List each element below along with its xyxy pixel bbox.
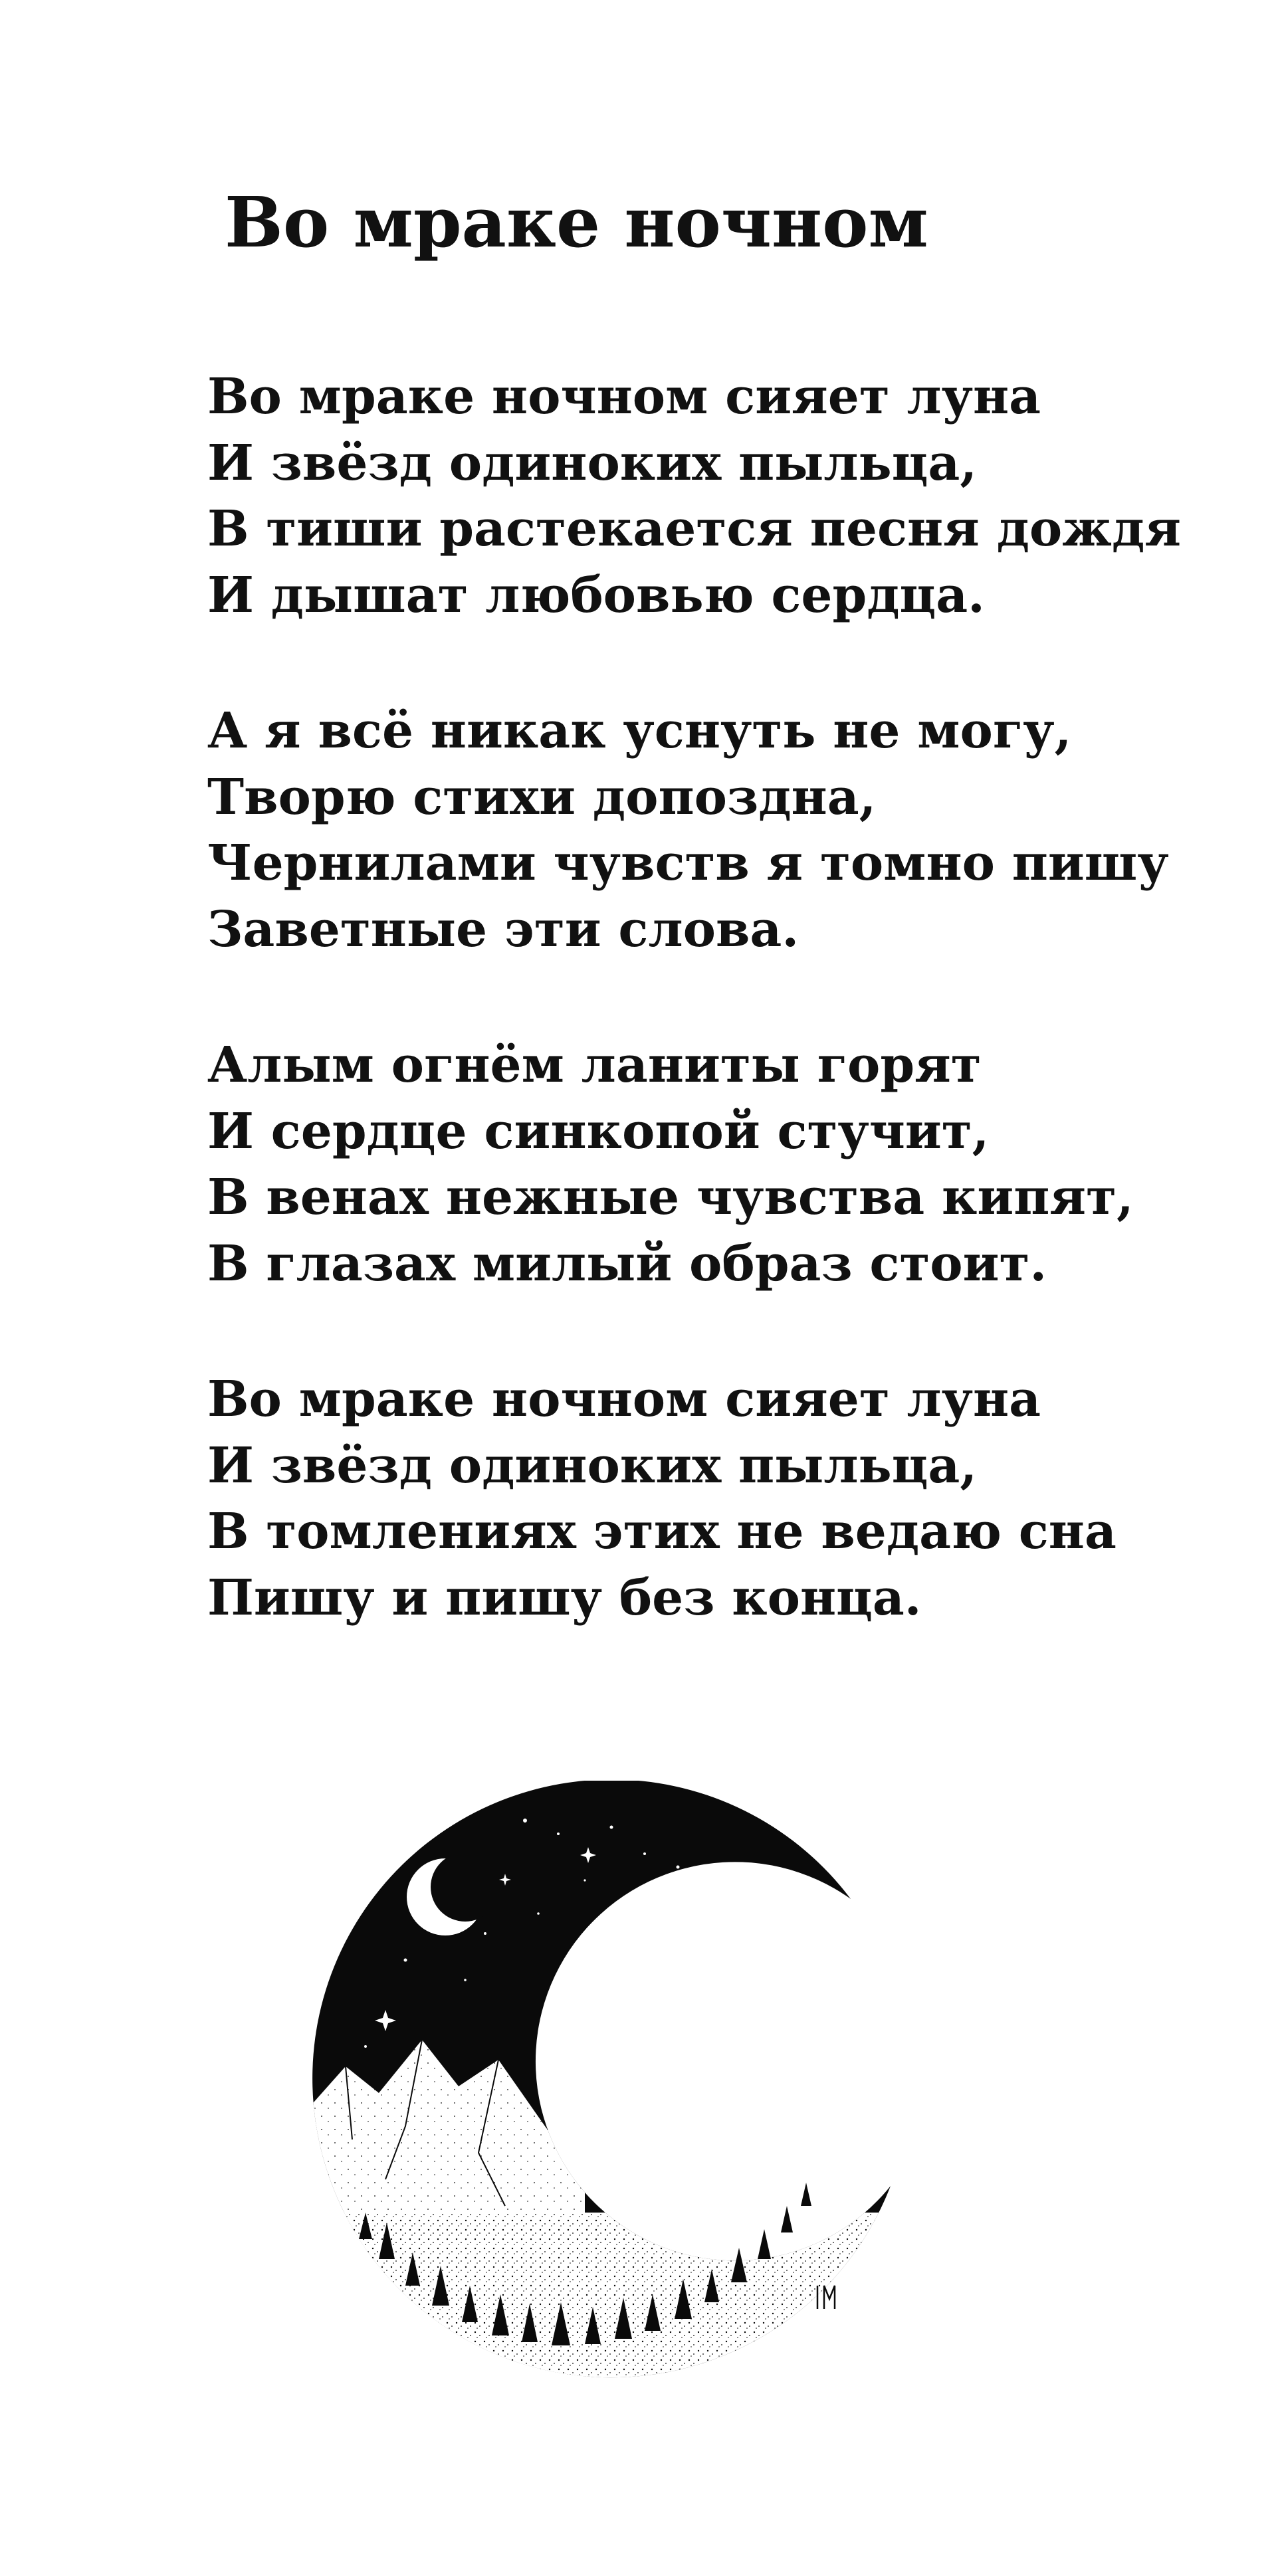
poem-line: И сердце синкопой стучит, xyxy=(207,1102,990,1160)
poem-line: Заветные эти слова. xyxy=(207,900,799,958)
poem-line: Алым огнём ланиты горят xyxy=(207,1037,982,1094)
poem-line: И звёзд одиноких пыльца, xyxy=(207,1437,978,1494)
stanza-3 xyxy=(207,1033,1244,1297)
poem-line: Творю стихи допоздна, xyxy=(207,768,877,826)
crescent-moon-night-landscape-icon xyxy=(306,1781,904,2412)
stanza-4 xyxy=(207,1367,1244,1631)
poem-title: Во мраке ночном xyxy=(225,181,928,263)
poem-line: Пишу и пишу без конца. xyxy=(207,1569,922,1627)
poem-line: В венах нежные чувства кипят, xyxy=(207,1169,1134,1226)
poem-body xyxy=(207,364,1244,1701)
poem-line: Чернилами чувств я томно пишу xyxy=(207,835,1169,892)
poem-line: Во мраке ночном сияет луна xyxy=(207,1371,1041,1428)
stanza-2 xyxy=(207,698,1244,963)
poem-line: Во мраке ночном сияет луна xyxy=(207,368,1041,425)
poem-line: И звёзд одиноких пыльца, xyxy=(207,434,978,492)
poem-line: В тиши растекается песня дождя xyxy=(207,500,1182,557)
poem-line: А я всё никак уснуть не могу, xyxy=(207,702,1072,759)
poem-line: И дышат любовью сердца. xyxy=(207,566,985,624)
poem-line: В глазах милый образ стоит. xyxy=(207,1235,1047,1292)
stanza-1 xyxy=(207,364,1244,629)
poem-line: В томлениях этих не ведаю сна xyxy=(207,1503,1116,1560)
